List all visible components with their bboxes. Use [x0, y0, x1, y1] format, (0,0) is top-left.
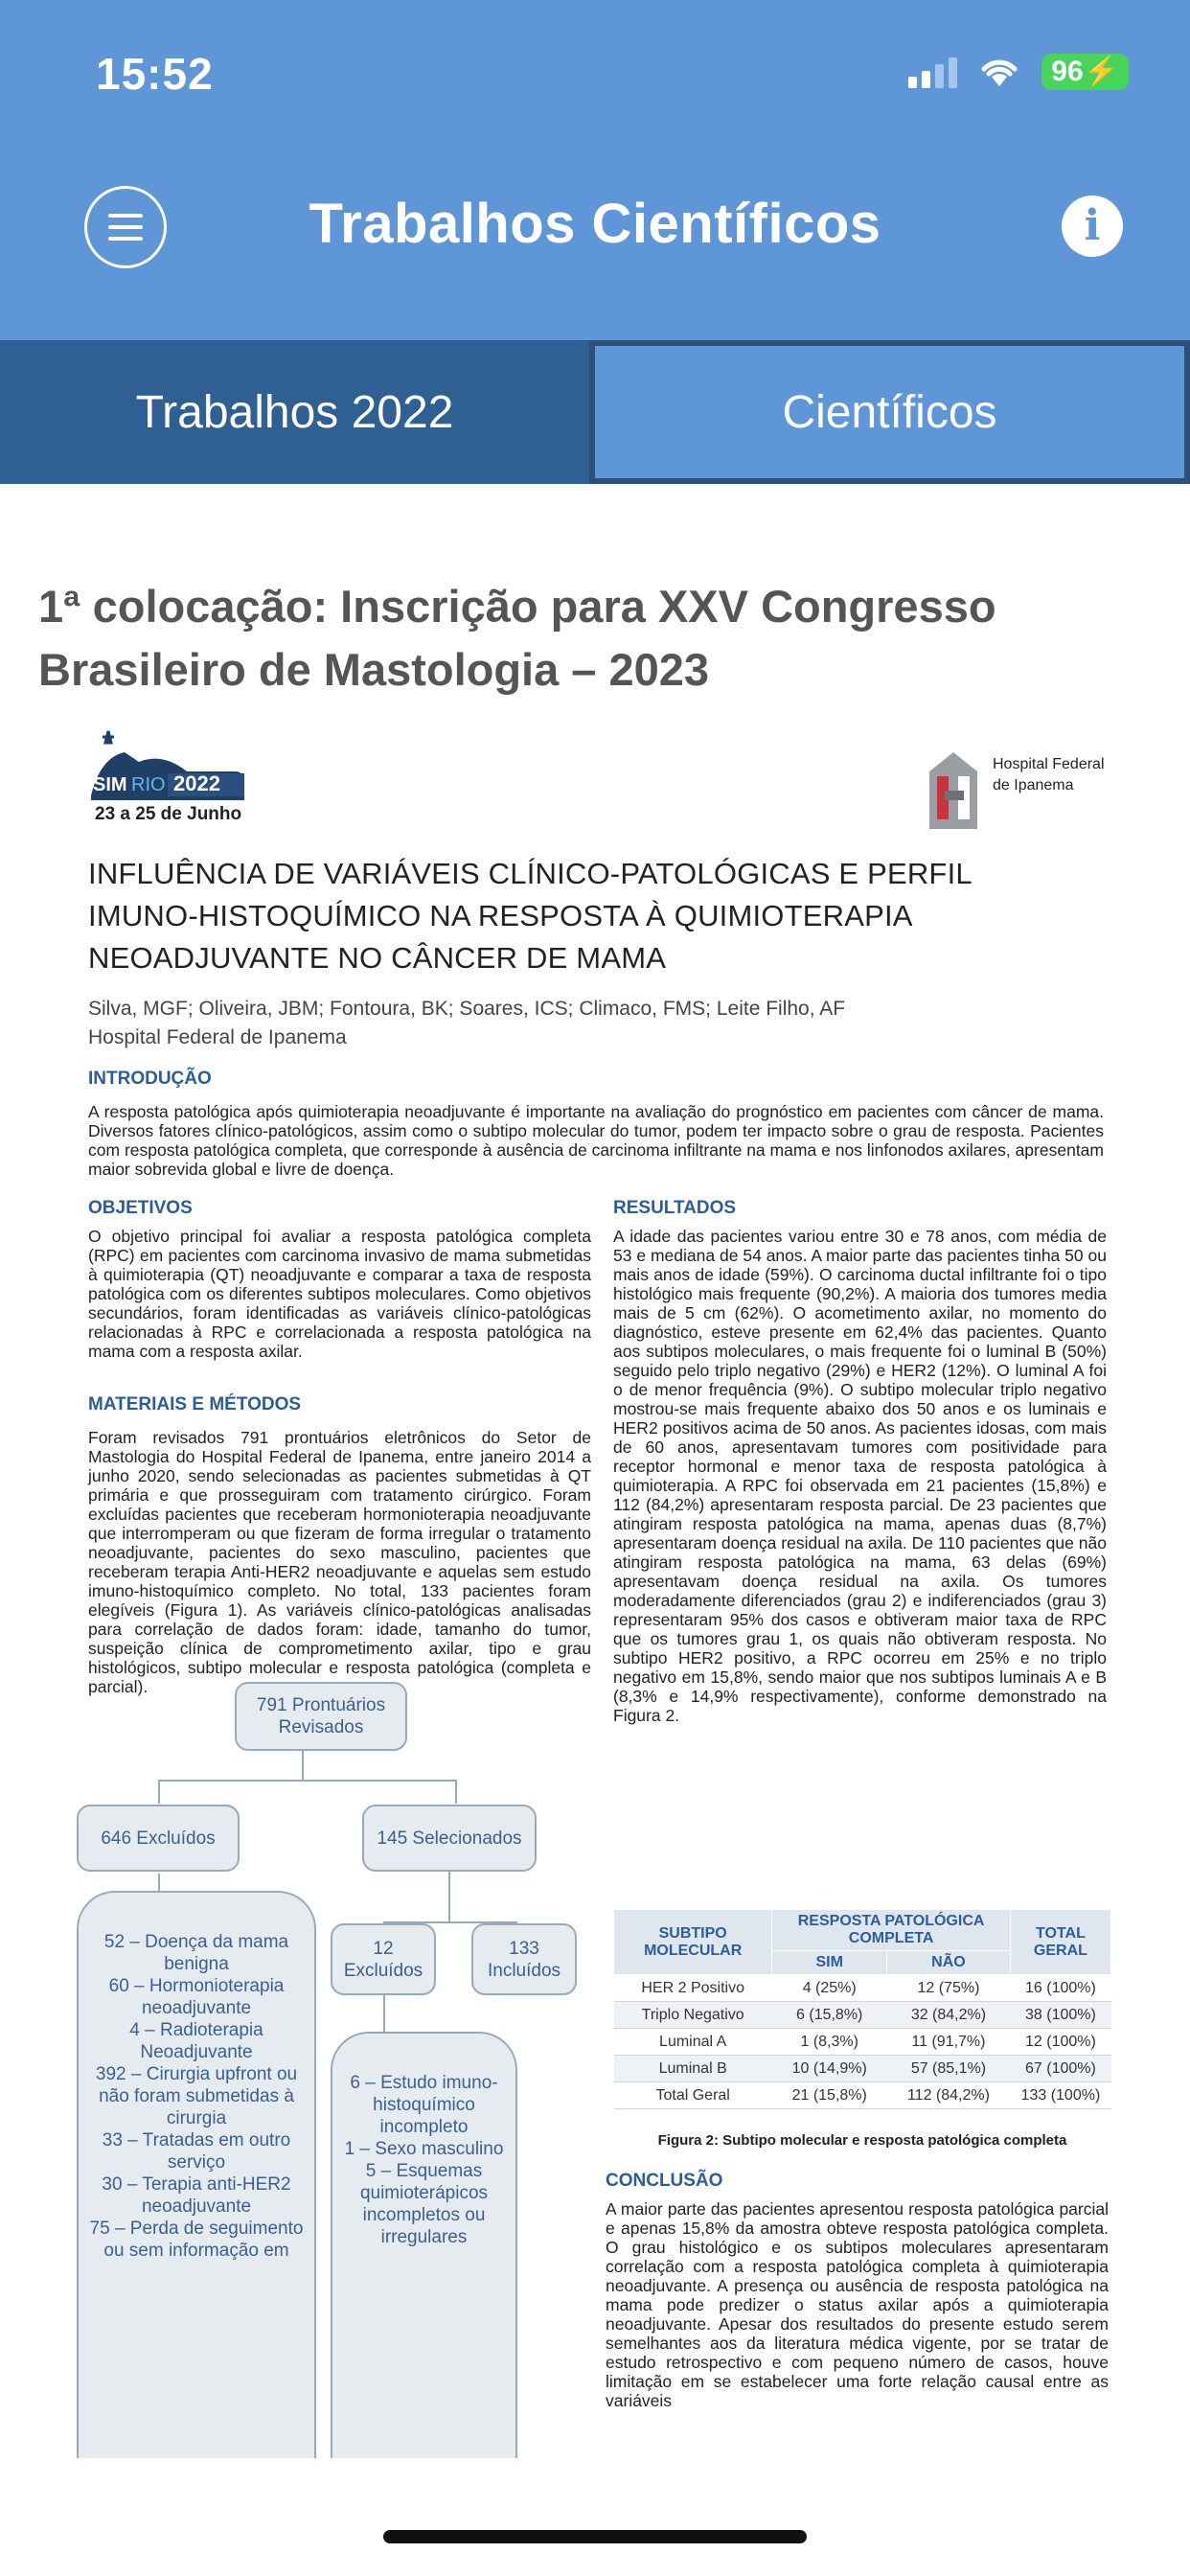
tab-cientificos[interactable]: Científicos [589, 340, 1190, 484]
table-header-sim: SIM [772, 1951, 887, 1975]
section-conclusao-text: A maior parte das pacientes apresentou resposta patológica parcial e apenas 15,8% da amostra obteve resposta patológica completa. O grau histológico e os subtipos moleculares apresentaram correlação com a resposta patológica completa à quimioterapia neoadjuvante. A presença ou ausência de resposta patológica na mama pode predizer o status axilar após a quimioterapia neoadjuvante. Apesar dos resultados do presente estudo serem semelhantes aos da literatura médica vigente, por se tratar de estudo retrospectivo e com pequeno número de casos, houve limitação em se estabelecer uma forte relação causal entre as variáveis [606, 2199, 1109, 2410]
table-cell: 38 (100%) [1010, 2002, 1110, 2029]
table-cell: 1 (8,3%) [772, 2029, 887, 2056]
poster-image [38, 724, 1150, 2458]
status-time: 15:52 [96, 49, 214, 99]
page-title: 1ª colocação: Inscrição para XXV Congresso Brasileiro de Mastologia – 2023 [38, 581, 996, 695]
poster-title: INFLUÊNCIA DE VARIÁVEIS CLÍNICO-PATOLÓGICAS E PERFIL IMUNO-HISTOQUÍMICO NA RESPOSTA À QUIMIOTERAPIA NEOADJUVANTE NO CÂNCER DE MAMA [88, 857, 972, 975]
table-cell: Total Geral [614, 2082, 772, 2109]
flow-root-box: 791 Prontuários Revisados [235, 1682, 407, 1751]
table-cell: 4 (25%) [772, 1975, 887, 2002]
table-cell: 16 (100%) [1010, 1975, 1110, 2002]
rpc-table [613, 1909, 1111, 2109]
table-row [614, 2029, 1111, 2056]
tab-bar [0, 340, 1190, 484]
flow-excluded2-box: 12 Excluídos [331, 1923, 436, 1995]
svg-text:2022: 2022 [173, 771, 220, 795]
table-cell: 12 (75%) [887, 1975, 1011, 2002]
simrio-logo [81, 724, 292, 839]
svg-text:SIM: SIM [93, 774, 127, 795]
table-row [614, 2056, 1111, 2082]
tab-trabalhos-2022[interactable]: Trabalhos 2022 [0, 340, 589, 484]
table-cell: 12 (100%) [1010, 2029, 1110, 2056]
cellular-signal-icon [908, 56, 957, 88]
svg-text:23 a 25 de Junho: 23 a 25 de Junho [95, 804, 242, 824]
hospital-emblem-icon [920, 733, 987, 839]
section-introducao-heading: INTRODUÇÃO [88, 1069, 212, 1089]
battery-icon: 96⚡ [1041, 54, 1129, 90]
table-row [614, 2082, 1111, 2109]
section-resultados-heading: RESULTADOS [613, 1198, 737, 1218]
section-materiais-text: Foram revisados 791 prontuários eletrônicos do Setor de Mastologia do Hospital Federal de Ipanema, entre janeiro 2014 a junho 2020, sendo selecionadas as pacientes submetidas à QT primária e que prosseguiram com tratamento cirúrgico. Foram excluídas pacientes que receberam hormonioterapia neoadjuvante que interromperam ou que fizeram de forma irregular o tratamento neoadjuvante, pacientes do sexo masculino, pacientes que receberam terapia Anti-HER2 neoadjuvante e aquelas sem estudo imuno-histoquímico completo. No total, 133 pacientes foram elegíveis (Figura 1). As variáveis clínico-patológicas analisadas para correlação de dados foram: idade, tamanho do tumor, suspeição clínica de comprometimento axilar, tipo e grau histológicos, subtipo molecular e resposta patológica (completa e parcial). [88, 1428, 591, 1696]
app-title: Trabalhos Científicos [309, 193, 881, 255]
table-header-nao: NÃO [887, 1951, 1011, 1975]
table-cell: 32 (84,2%) [887, 2002, 1011, 2029]
table-header-total: TOTAL GERAL [1010, 1910, 1110, 1975]
flow-included-box: 133 Incluídos [471, 1923, 577, 1995]
section-materiais-heading: MATERIAIS E MÉTODOS [88, 1394, 302, 1414]
hospital-name-line2: de Ipanema [993, 777, 1074, 794]
table-row [614, 2002, 1111, 2029]
hospital-logo [920, 733, 1121, 839]
section-conclusao-heading: CONCLUSÃO [606, 2171, 723, 2191]
table-cell: 112 (84,2%) [887, 2082, 1011, 2109]
app-header [0, 153, 1190, 340]
table-cell: 10 (14,9%) [772, 2056, 887, 2082]
table-cell: 11 (91,7%) [887, 2029, 1011, 2056]
table-header-subtipo: SUBTIPO MOLECULAR [614, 1910, 772, 1975]
section-introducao-text: A resposta patológica após quimioterapia neoadjuvante é importante na avaliação do prognóstico em pacientes com câncer de mama. Diversos fatores clínico-patológicos, assim como o subtipo molecular do tumor, podem ter impacto sobre o grau de resposta. Pacientes com resposta patológica completa, que corresponde à ausência de carcinoma infiltrante na mama e nos linfonodos axilares, apresentam maior sobrevida global e livre de doença. [88, 1102, 1104, 1179]
flow-excluded-reasons: 52 – Doença da mama benigna 60 – Hormonioterapia neoadjuvante 4 – Radioterapia Neoadjuvante 392 – Cirurgia upfront ou não foram submetidas à cirurgia 33 – Tratadas em outro serviço 30 – Terapia anti-HER2 neoadjuvante 75 – Perda de seguimento ou sem informação em [77, 1891, 316, 2458]
section-objetivos-heading: OBJETIVOS [88, 1198, 193, 1218]
content-area[interactable] [0, 484, 1190, 2576]
authors: Silva, MGF; Oliveira, JBM; Fontoura, BK; Soares, ICS; Climaco, FMS; Leite Filho, AF [88, 998, 846, 1020]
table-cell: 57 (85,1%) [887, 2056, 1011, 2082]
table-cell: 21 (15,8%) [772, 2082, 887, 2109]
table-cell: 67 (100%) [1010, 2056, 1110, 2082]
flow-excluded-box: 646 Excluídos [77, 1805, 240, 1872]
table-row [614, 1975, 1111, 2002]
institution: Hospital Federal de Ipanema [88, 1026, 347, 1048]
info-icon[interactable]: i [1062, 196, 1123, 257]
status-icons [908, 54, 1129, 90]
wifi-icon [978, 56, 1020, 88]
flow-selected-box: 145 Selecionados [362, 1805, 537, 1872]
table-cell: Triplo Negativo [614, 2002, 772, 2029]
home-indicator[interactable] [383, 2530, 807, 2543]
hospital-name-line1: Hospital Federal [993, 756, 1105, 772]
status-bar [0, 0, 1190, 153]
table-header-rpc: RESPOSTA PATOLÓGICA COMPLETA [772, 1910, 1010, 1951]
flow-excluded2-reasons: 6 – Estudo imuno-histoquímico incompleto 1 – Sexo masculino 5 – Esquemas quimioterápicos incompletos ou irregulares [331, 2032, 517, 2458]
table-cell: 6 (15,8%) [772, 2002, 887, 2029]
section-objetivos-text: O objetivo principal foi avaliar a resposta patológica completa (RPC) em pacientes com carcinoma invasivo de mama submetidas à quimioterapia (QT) neoadjuvante e comparar a taxa de resposta patológica com os diferentes subtipos moleculares. Como objetivos secundários, foram identificadas as variáveis clínico-patológicas relacionadas à RPC e correlacionada a resposta patológica na mama com a resposta axilar. [88, 1227, 591, 1361]
battery-level: 96 [1051, 56, 1084, 87]
svg-text:RIO: RIO [131, 774, 166, 795]
poster-authors [88, 995, 1046, 1052]
table-cell: Luminal B [614, 2056, 772, 2082]
table-cell: 133 (100%) [1010, 2082, 1110, 2109]
section-resultados-text: A idade das pacientes variou entre 30 e 78 anos, com média de 53 e mediana de 54 anos. A maior parte das pacientes tinha 50 ou mais anos de idade (59%). O carcinoma ductal infiltrante foi o tipo histológico mais frequente (90,2%). A maioria dos tumores media mais de 5 cm (62%). O acometimento axilar, no momento do diagnóstico, esteve presente em 62,4% das pacientes. Quanto aos subtipos moleculares, o mais frequente foi o luminal B (50%) seguido pelo triplo negativo (29%) e HER2 (12%). O luminal A foi o de menor frequência (9%). O subtipo molecular triplo negativo mostrou-se mais frequente abaixo dos 50 anos e os luminais e HER2 positivos acima de 50 anos. As pacientes idosas, com mais de 60 anos, apresentavam tumores com positividade para receptor hormonal e menor taxa de resposta patológica à quimioterapia. A RPC foi observada em 21 pacientes (15,8%) e 112 (84,2%) apresentaram resposta parcial. De 23 pacientes que atingiram resposta patológica na mama, apenas duas (8,7%) apresentaram doença residual na axila. De 110 pacientes que não atingiram resposta patológica na mama, 63 delas (69%) apresentavam doença residual na axila. Os tumores moderadamente diferenciados (grau 2) e indiferenciados (grau 3) representaram 95% dos casos e obtiveram maior taxa de RPC que os tumores grau 1, os quais não obtiveram resposta. No subtipo HER2 positivo, a RPC ocorreu em 25% e no triplo negativo em 15,8%, sendo maior que nos subtipos luminais A e B (8,3% e 14,9% respectivamente), conforme demonstrado na Figura 2. [613, 1227, 1107, 1725]
figure-caption: Figura 2: Subtipo molecular e resposta patológica completa [657, 2132, 1067, 2149]
table-cell: HER 2 Positivo [614, 1975, 772, 2002]
table-cell: Luminal A [614, 2029, 772, 2056]
